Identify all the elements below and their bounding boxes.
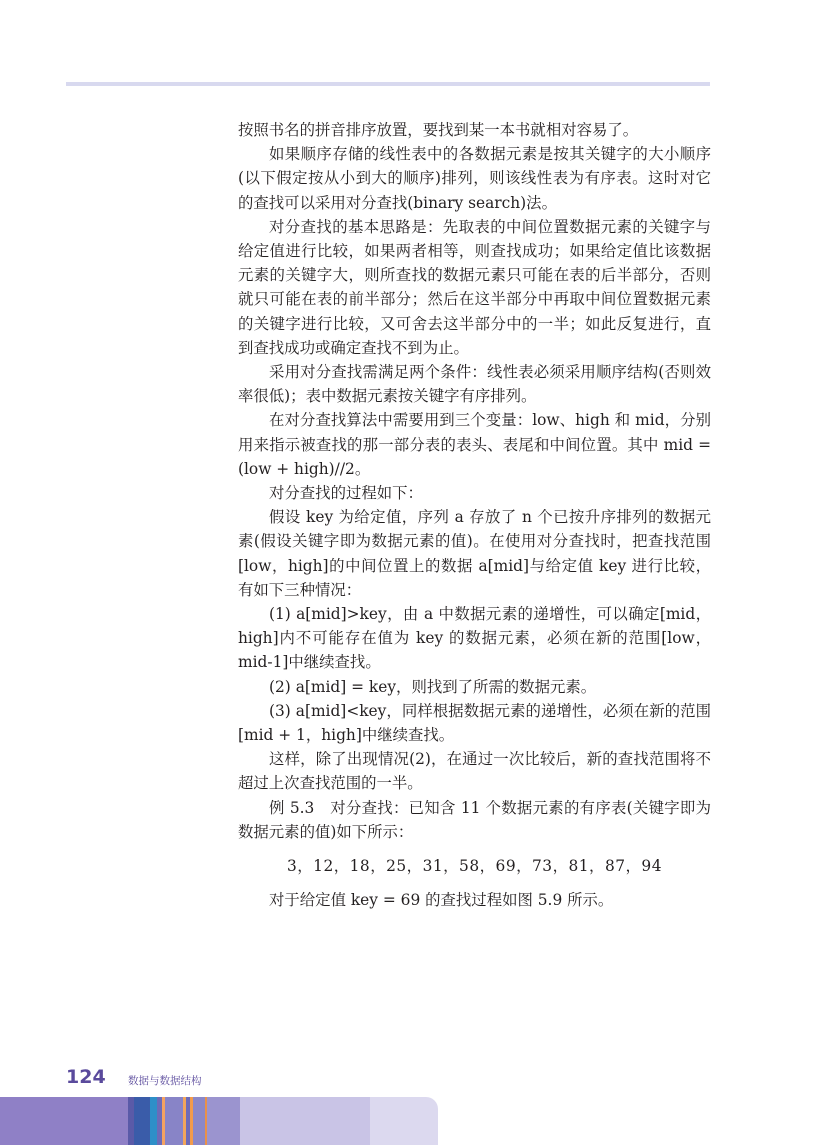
header-rule [66, 82, 710, 86]
paragraph-assumption: 假设 key 为给定值，序列 a 存放了 n 个已按升序排列的数据元素(假设关键字即为数据元素的值)。在使用对分查找时，把查找范围[low，high]的中间位置上的数据 a[mid]与给定值 key 进行比较，有如下三种情况： [238, 508, 711, 599]
case-2: (2) a[mid] = key，则找到了所需的数据元素。 [269, 677, 597, 696]
footer-color-band [0, 1097, 438, 1145]
page-number: 124 [66, 1066, 106, 1088]
example-5-3: 例 5.3 对分查找：已知含 11 个数据元素的有序表(关键字即为数据元素的值)如下所示： [238, 798, 711, 841]
ordered-sequence: 3，12，18，25，31，58，69，73，81，87，94 [286, 857, 663, 876]
paragraph-ordered-table: 如果顺序存储的线性表中的各数据元素是按其关键字的大小顺序(以下假定按从小到大的顺序)排列，则该线性表为有序表。这时对它的查找可以采用对分查找(binary search)法。 [238, 145, 711, 212]
case-1: (1) a[mid]>key，由 a 中数据元素的递增性，可以确定[mid，high]内不可能存在值为 key 的数据元素，必须在新的范围[low，mid-1]中继续查找。 [238, 605, 711, 672]
paragraph-variables: 在对分查找算法中需要用到三个变量：low、high 和 mid，分别用来指示被查找的那一部分表的表头、表尾和中间位置。其中 mid = (low + high)//2。 [238, 411, 711, 478]
body-text [238, 118, 711, 913]
running-title: 数据与数据结构 [128, 1075, 202, 1087]
paragraph-process-intro: 对分查找的过程如下： [269, 484, 423, 503]
paragraph-continuation: 按照书名的拼音排序放置，要找到某一本书就相对容易了。 [238, 121, 639, 139]
paragraph-basic-idea: 对分查找的基本思路是：先取表的中间位置数据元素的关键字与给定值进行比较，如果两者相等，则查找成功；如果给定值比该数据元素的关键字大，则所查找的数据元素只可能在表的后半部分，否则就只可能在表的前半部分；然后在这半部分中再取中间位置数据元素的关键字进行比较，又可舍去这半部分中的一半；如此反复进行，直到查找成功或确定查找不到为止。 [238, 217, 711, 357]
paragraph-conditions: 采用对分查找需满足两个条件：线性表必须采用顺序结构(否则效率很低)；表中数据元素按关键字有序排列。 [238, 363, 711, 406]
paragraph-figure-ref: 对于给定值 key = 69 的查找过程如图 5.9 所示。 [269, 891, 614, 910]
case-3: (3) a[mid]<key，同样根据数据元素的递增性，必须在新的范围[mid + 1，high]中继续查找。 [238, 701, 711, 745]
paragraph-halving: 这样，除了出现情况(2)，在通过一次比较后，新的查找范围将不超过上次查找范围的一半。 [238, 750, 711, 793]
